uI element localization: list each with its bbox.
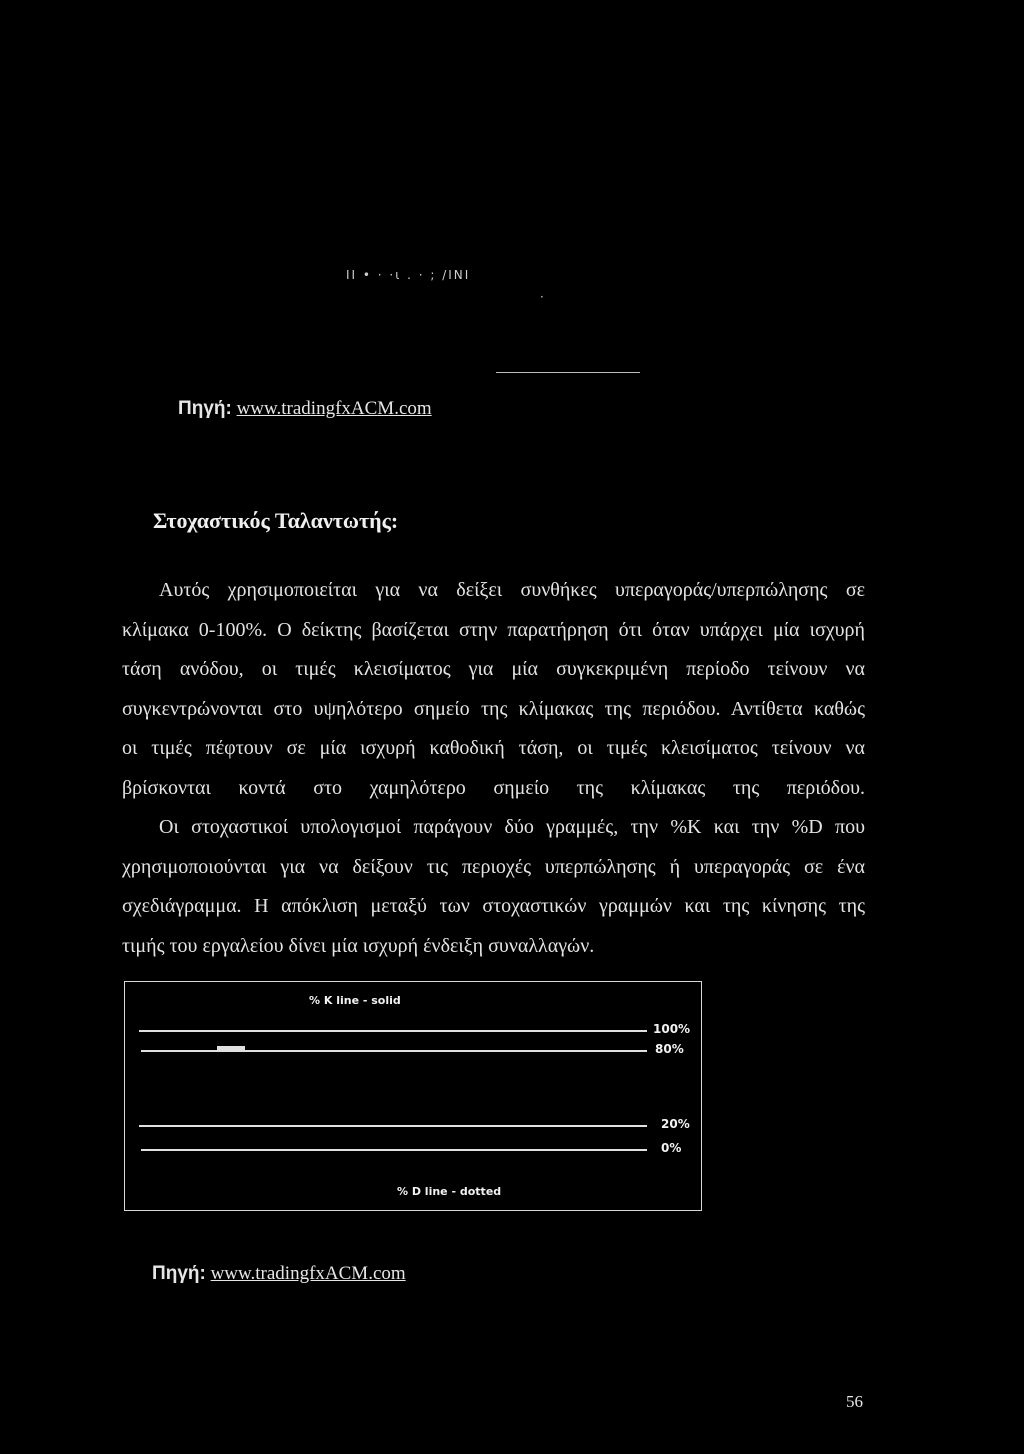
level-line-0 [141, 1149, 647, 1151]
page-number: 56 [846, 1392, 863, 1411]
source-line-top [178, 398, 432, 420]
k-line-label: % K line - solid [309, 994, 401, 1007]
level-label-80: 80% [655, 1042, 684, 1056]
level-label-0: 0% [661, 1141, 682, 1155]
section-heading: Στοχαστικός Ταλαντωτής: [153, 508, 399, 533]
paragraph-line: τιμής του εργαλείου δίνει μία ισχυρή ένδειξη συναλλαγών. [122, 934, 595, 957]
scan-fragment-mark: · [540, 290, 546, 304]
source-link[interactable]: www.tradingfxACM.com [236, 398, 432, 419]
paragraph-line: συγκεντρώνονται στο υψηλότερο σημείο της κλίμακας της περιόδου. Αντίθετα καθώς [122, 697, 865, 720]
stochastic-diagram [124, 981, 702, 1211]
level-line-80 [141, 1050, 647, 1052]
paragraph-line: οι τιμές πέφτουν σε μία ισχυρή καθοδική τάση, οι τιμές κλεισίματος τείνουν να [122, 737, 865, 759]
scan-fragment-rule [496, 372, 640, 373]
d-line-label: % D line - dotted [397, 1185, 502, 1198]
level-label-100: 100% [653, 1022, 691, 1036]
scan-fragment-text: ΙΙ • · ·ι . · ; /ΙΝΙ [346, 268, 471, 282]
paragraph-line: τάση ανόδου, οι τιμές κλεισίματος για μία συγκεκριμένη περίοδο τείνουν να [122, 658, 865, 680]
level-line-20 [139, 1125, 647, 1127]
paragraph-line: Αυτός χρησιμοποιείται για να δείξει συνθήκες υπεραγοράς/υπερπώλησης σε [159, 579, 865, 601]
source-label: Πηγή: [152, 1263, 206, 1284]
paragraph-line: κλίμακα 0-100%. Ο δείκτης βασίζεται στην παρατήρηση ότι όταν υπάρχει μία ισχυρή [122, 618, 865, 641]
source-label: Πηγή: [178, 398, 232, 419]
body-paragraph [122, 571, 865, 966]
source-line-bottom [152, 1263, 406, 1285]
level-line-100 [139, 1030, 647, 1032]
paragraph-line: χρησιμοποιούνται για να δείξουν τις περιοχές υπερπώλησης ή υπεραγοράς σε ένα [122, 855, 865, 878]
paragraph-line: σχεδιάγραμμα. Η απόκλιση μεταξύ των στοχαστικών γραμμών και της κίνησης της [122, 895, 865, 917]
paragraph-line: Οι στοχαστικοί υπολογισμοί παράγουν δύο γραμμές, την %K και την %D που [159, 816, 865, 838]
paragraph-line: βρίσκονται κοντά στο χαμηλότερο σημείο της κλίμακας της περιόδου. [122, 776, 865, 799]
k-line-segment [217, 1046, 245, 1050]
level-label-20: 20% [661, 1117, 690, 1131]
source-link[interactable]: www.tradingfxACM.com [210, 1263, 406, 1284]
